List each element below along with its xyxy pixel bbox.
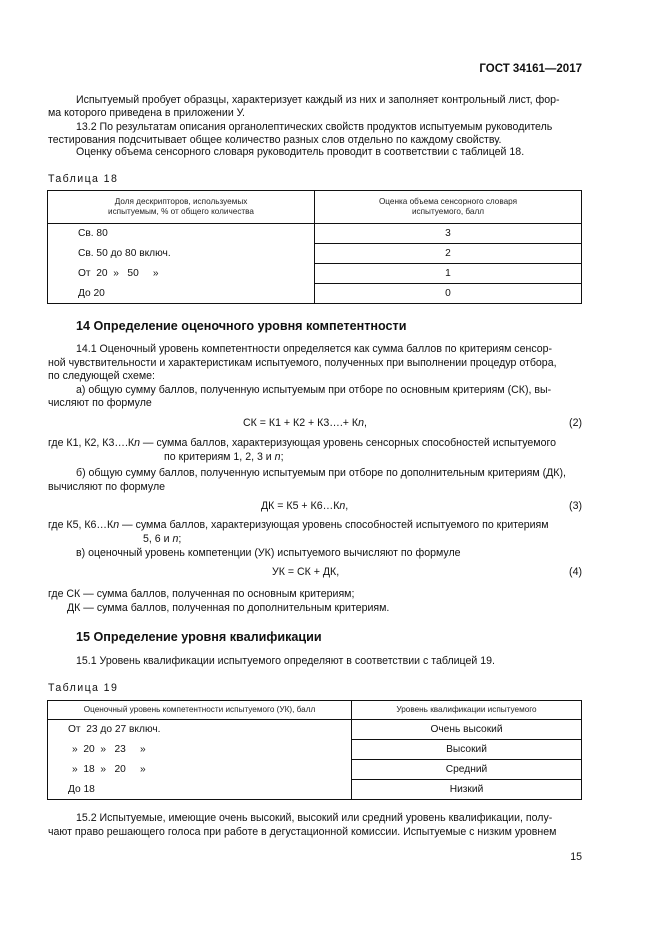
s14-a-line-2: числяют по формуле <box>48 397 152 409</box>
where-2-line-2-n: n <box>172 533 179 545</box>
formula-2-body: СК = К1 + К2 + К3….+ К <box>243 417 359 429</box>
page-number: 15 <box>570 851 582 863</box>
s14-p1-line-1: 14.1 Оценочный уровень компетентности определяется как сумма баллов по критериям сенсор- <box>76 343 553 355</box>
table18-col1-header-line1: Доля дескрипторов, используемых <box>114 196 248 206</box>
intro-p2-line-2: тестирования подсчитывает общее количество разных слов отдельно по каждому свойству. <box>48 134 502 146</box>
formula-3-n: n <box>339 500 346 512</box>
formula-4-number: (4) <box>569 566 582 578</box>
where-2-line-1-n: n <box>113 519 120 531</box>
s14-c-line-1: в) оценочный уровень компетенции (УК) испытуемого вычисляют по формуле <box>76 547 461 559</box>
table19-row-level: Высокий <box>352 740 582 760</box>
s14-b-line-2: вычисляют по формуле <box>48 481 166 493</box>
table19-row-range: До 18 <box>48 780 352 800</box>
where-1-line-1-n: n <box>134 437 140 449</box>
formula-3-body: ДК = К5 + К6…К <box>261 500 340 512</box>
s14-p1-line-3: по следующей схеме: <box>48 370 155 382</box>
where-2-line-1-b: — сумма баллов, характеризующая уровень способностей испытуемого по критериям <box>119 519 549 531</box>
formula-2-end: , <box>363 417 367 429</box>
where-1-line-1-b: — сумма баллов, характеризующая уровень сенсорных способностей испытуемого <box>139 437 557 449</box>
where-1-line-2-n: n <box>274 451 281 463</box>
table18-row-range: Св. 80 <box>48 224 315 244</box>
table19-row-range: » 18 » 20 » <box>48 760 352 780</box>
table18-row-range: До 20 <box>48 284 315 304</box>
document-id: ГОСТ 34161—2017 <box>479 63 582 75</box>
intro-line-2: ма которого приведена в приложении У. <box>48 107 245 119</box>
where-1-line-2-a: по критериям 1, 2, 3 и <box>164 451 275 463</box>
table18-col2-header-line1: Оценка объема сенсорного словаря <box>378 196 518 206</box>
table19-row-level: Средний <box>352 760 582 780</box>
s15-p1: 15.1 Уровень квалификации испытуемого определяют в соответствии с таблицей 19. <box>76 655 495 667</box>
intro-p3: Оценку объема сенсорного словаря руководитель проводит в соответствии с таблицей 18. <box>76 146 525 158</box>
formula-3 <box>261 499 348 513</box>
table19-row-level: Очень высокий <box>352 720 582 740</box>
intro-p2-line-1: 13.2 По результатам описания органолептических свойств продуктов испытуемым руководитель <box>76 121 553 133</box>
s14-a-line-1: а) общую сумму баллов, полученную испытуемым при отборе по основным критериям (СК), вы- <box>76 384 552 396</box>
table-19 <box>47 700 582 800</box>
formula-3-number: (3) <box>569 500 582 512</box>
table18-col2-header <box>315 191 582 224</box>
table18-col1-header <box>48 191 315 224</box>
table18-col2-header-line2: испытуемого, балл <box>411 207 485 216</box>
where-1-line-2-b: ; <box>280 451 284 463</box>
where-3-line-1: где СК — сумма баллов, полученная по основным критериям; <box>48 588 355 600</box>
s15-2-line-1: 15.2 Испытуемые, имеющие очень высокий, высокий или средний уровень квалификации, полу- <box>76 812 553 824</box>
formula-3-end: , <box>345 500 349 512</box>
formula-2-number: (2) <box>569 417 582 429</box>
table19-row-range: » 20 » 23 » <box>48 740 352 760</box>
table19-caption: Таблица 19 <box>48 682 119 694</box>
where-3-line-2: ДК — сумма баллов, полученная по дополнительным критериям. <box>67 602 390 614</box>
table19-row-range: От 23 до 27 включ. <box>48 720 352 740</box>
section-14-title: 14 Определение оценочного уровня компетентности <box>76 319 407 333</box>
where-1-line-2 <box>164 450 284 464</box>
where-2-line-2-b: ; <box>178 533 182 545</box>
where-2-line-1-a: где К5, К6…К <box>48 519 114 531</box>
table18-col1-header-line2: испытуемым, % от общего количества <box>108 207 254 216</box>
s14-b-line-1: б) общую сумму баллов, полученную испытуемым при отборе по дополнительным критериям (ДК), <box>76 467 566 479</box>
where-2-line-1 <box>48 518 549 532</box>
where-2-line-2 <box>143 532 181 546</box>
section-15-title: 15 Определение уровня квалификации <box>76 630 322 644</box>
s15-2-line-2: чают право решающего голоса при работе в дегустационной комиссии. Испытуемые с низким уровнем <box>48 826 557 838</box>
table18-caption: Таблица 18 <box>48 173 119 185</box>
table18-row-score: 3 <box>315 224 582 244</box>
formula-4: УК = СК + ДК, <box>272 566 340 578</box>
table18-row-range: Св. 50 до 80 включ. <box>48 244 315 264</box>
table19-row-level: Низкий <box>352 780 582 800</box>
where-1-line-1 <box>48 436 556 450</box>
intro-line-1: Испытуемый пробует образцы, характеризует каждый из них и заполняет контрольный лист, фор- <box>76 94 560 106</box>
s14-p1-line-2: ной чувствительности и характеристикам испытуемого, полученных при выполнении процедур отбора, <box>48 357 557 369</box>
formula-2 <box>243 416 367 430</box>
table18-row-score: 2 <box>315 244 582 264</box>
where-1-line-1-a: где К1, К2, К3….К <box>48 437 135 449</box>
table18-row-score: 1 <box>315 264 582 284</box>
table19-col2-header: Уровень квалификации испытуемого <box>352 701 582 720</box>
where-2-line-2-a: 5, 6 и <box>143 533 173 545</box>
table-18 <box>47 190 582 304</box>
table18-row-range: От 20 » 50 » <box>48 264 315 284</box>
table18-row-score: 0 <box>315 284 582 304</box>
formula-2-n: n <box>358 417 364 429</box>
table19-col1-header: Оценочный уровень компетентности испытуемого (УК), балл <box>48 701 352 720</box>
